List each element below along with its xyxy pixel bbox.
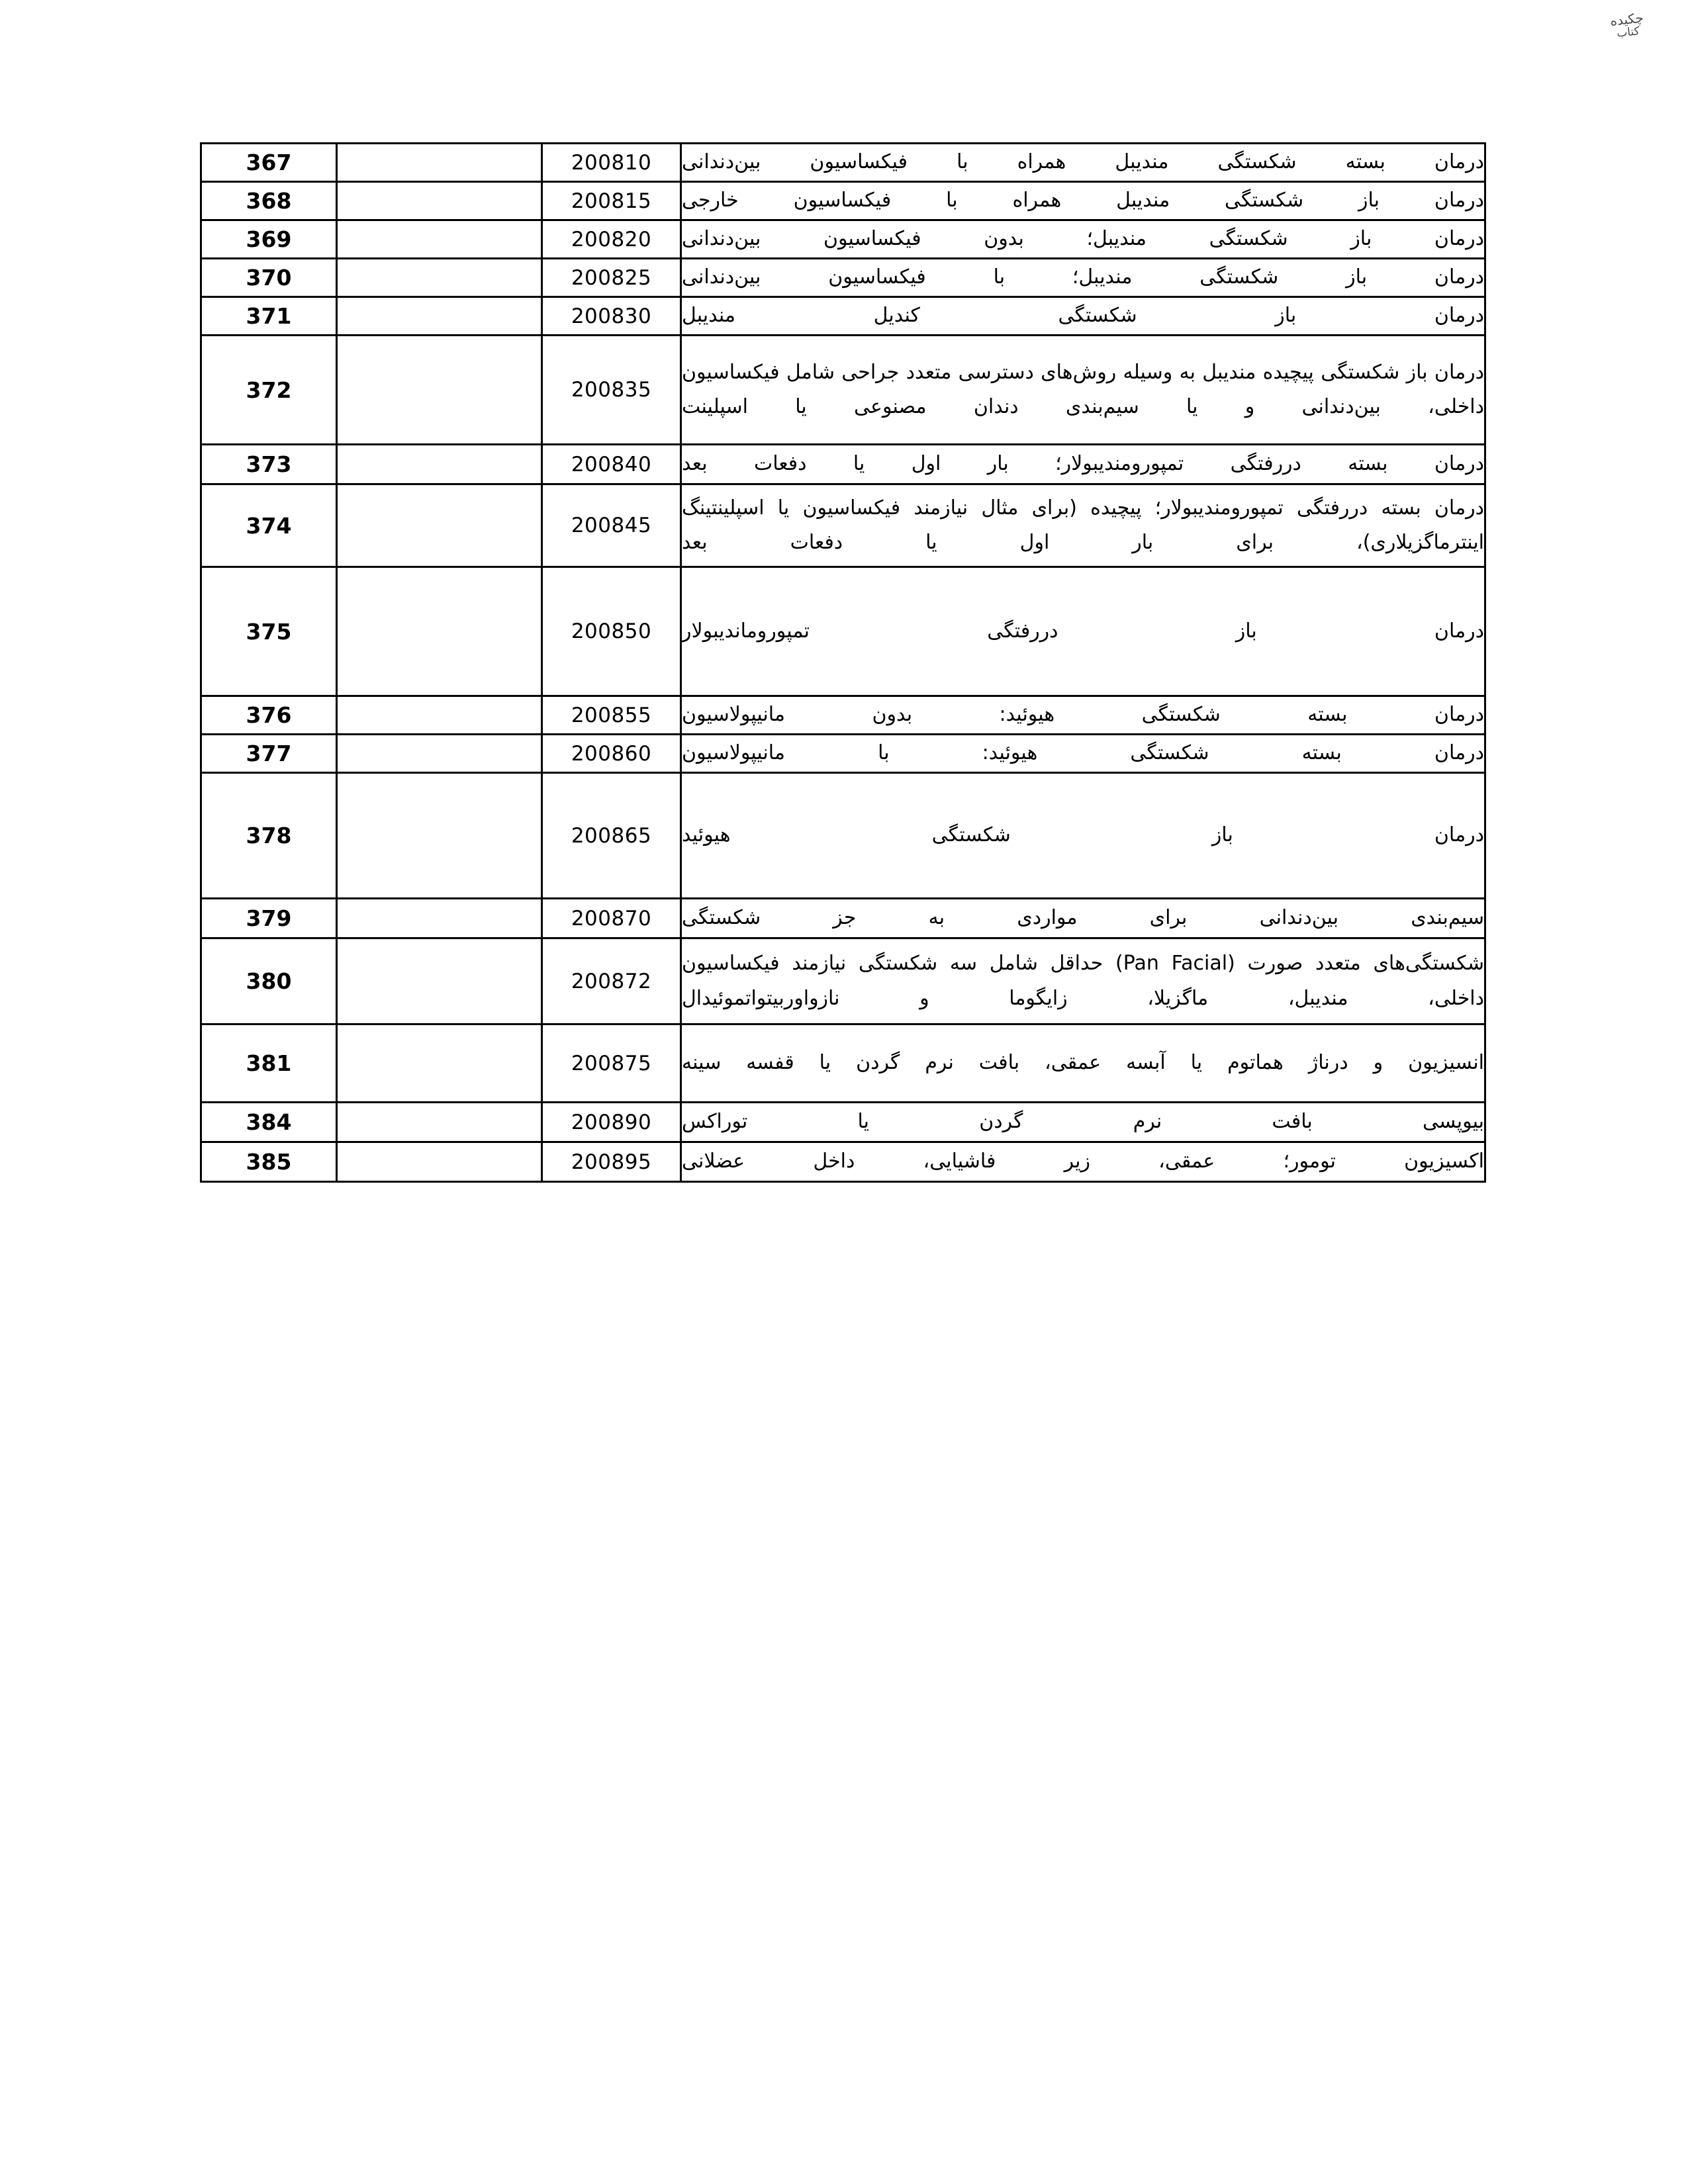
cell-blank — [337, 938, 542, 1024]
cell-blank — [337, 336, 542, 445]
cell-blank — [337, 773, 542, 899]
cell-code: 200870 — [542, 899, 681, 938]
cell-row-number: 374 — [201, 484, 337, 567]
cell-blank — [337, 484, 542, 567]
cell-blank — [337, 696, 542, 735]
cell-description: درمان باز شکستگی مندیبل؛ بدون فیکساسیون بین‌دندانی — [681, 220, 1485, 259]
cell-description: درمان بسته دررفتگی تمپورومندیبولار؛ پیچیده (برای مثال نیازمند فیکساسیون یا اسپلینتینگ اینترماگزیلاری)، برای بار اول یا دفعات بعد — [681, 484, 1485, 567]
cell-code: 200890 — [542, 1103, 681, 1142]
cell-code: 200830 — [542, 297, 681, 336]
table-row — [201, 182, 1485, 220]
cell-description: درمان باز شکستگی پیچیده مندیبل به وسیله روش‌های دسترسی متعدد جراحی شامل فیکساسیون داخلی، بین‌دندانی و یا سیم‌بندی دندان مصنوعی یا اسپلینت — [681, 336, 1485, 445]
cell-code: 200865 — [542, 773, 681, 899]
cell-description: درمان باز شکستگی مندیبل؛ با فیکساسیون بین‌دندانی — [681, 259, 1485, 297]
table-row — [201, 567, 1485, 696]
cell-blank — [337, 735, 542, 773]
cell-code: 200815 — [542, 182, 681, 220]
cell-description: درمان بسته شکستگی هیوئید: با مانیپولاسیون — [681, 735, 1485, 773]
cell-row-number: 380 — [201, 938, 337, 1024]
codes-sheet — [202, 142, 1486, 1183]
cell-row-number: 375 — [201, 567, 337, 696]
cell-row-number: 384 — [201, 1103, 337, 1142]
cell-blank — [337, 182, 542, 220]
cell-code: 200850 — [542, 567, 681, 696]
table-row — [201, 220, 1485, 259]
cell-row-number: 381 — [201, 1024, 337, 1103]
cell-code: 200810 — [542, 144, 681, 182]
cell-code: 200825 — [542, 259, 681, 297]
cell-blank — [337, 220, 542, 259]
cell-row-number: 385 — [201, 1142, 337, 1182]
cell-blank — [337, 899, 542, 938]
cell-description: درمان بسته شکستگی هیوئید: بدون مانیپولاسیون — [681, 696, 1485, 735]
cell-description: درمان باز شکستگی کندیل مندیبل — [681, 297, 1485, 336]
cell-code: 200895 — [542, 1142, 681, 1182]
cell-description: درمان باز شکستگی هیوئید — [681, 773, 1485, 899]
cell-description: شکستگی‌های متعدد صورت (Pan Facial) حداقل شامل سه شکستگی نیازمند فیکساسیون داخلی، مندیبل، ماگزیلا، زایگوما و نازواوربیتواتموئیدال — [681, 938, 1485, 1024]
table-row — [201, 773, 1485, 899]
table-row — [201, 336, 1485, 445]
cell-code: 200875 — [542, 1024, 681, 1103]
cell-row-number: 378 — [201, 773, 337, 899]
procedure-codes-table — [200, 142, 1486, 1183]
cell-row-number: 372 — [201, 336, 337, 445]
cell-blank — [337, 144, 542, 182]
cell-blank — [337, 297, 542, 336]
cell-blank — [337, 1024, 542, 1103]
cell-row-number: 377 — [201, 735, 337, 773]
page-watermark — [1587, 8, 1671, 62]
cell-code: 200855 — [542, 696, 681, 735]
cell-description: درمان بسته دررفتگی تمپورومندیبولار؛ بار اول یا دفعات بعد — [681, 445, 1485, 484]
cell-code: 200820 — [542, 220, 681, 259]
cell-row-number: 370 — [201, 259, 337, 297]
cell-code: 200872 — [542, 938, 681, 1024]
cell-row-number: 367 — [201, 144, 337, 182]
cell-blank — [337, 1103, 542, 1142]
table-row — [201, 735, 1485, 773]
cell-code: 200840 — [542, 445, 681, 484]
table-row — [201, 259, 1485, 297]
cell-row-number: 369 — [201, 220, 337, 259]
cell-row-number: 368 — [201, 182, 337, 220]
table-row — [201, 297, 1485, 336]
cell-row-number: 376 — [201, 696, 337, 735]
cell-row-number: 371 — [201, 297, 337, 336]
cell-row-number: 379 — [201, 899, 337, 938]
cell-code: 200860 — [542, 735, 681, 773]
table-row — [201, 899, 1485, 938]
cell-code: 200845 — [542, 484, 681, 567]
cell-blank — [337, 445, 542, 484]
table-row — [201, 938, 1485, 1024]
table-row — [201, 696, 1485, 735]
table-row — [201, 1024, 1485, 1103]
watermark-line-2: کتاب — [1616, 24, 1640, 40]
cell-description: انسیزیون و درناژ هماتوم یا آبسه عمقی، بافت نرم گردن یا قفسه سینه — [681, 1024, 1485, 1103]
cell-description: درمان باز دررفتگی تمپورومانديبولار — [681, 567, 1485, 696]
cell-blank — [337, 1142, 542, 1182]
cell-description: بیوپسی بافت نرم گردن یا توراکس — [681, 1103, 1485, 1142]
cell-row-number: 373 — [201, 445, 337, 484]
table-row — [201, 144, 1485, 182]
cell-code: 200835 — [542, 336, 681, 445]
table-row — [201, 1103, 1485, 1142]
cell-blank — [337, 567, 542, 696]
cell-description: درمان بسته شکستگی مندیبل همراه با فیکساسیون بین‌دندانی — [681, 144, 1485, 182]
cell-description: درمان باز شکستگی مندیبل همراه با فیکساسیون خارجی — [681, 182, 1485, 220]
table-row — [201, 484, 1485, 567]
table-row — [201, 445, 1485, 484]
cell-description: اکسیزیون تومور؛ عمقی، زیر فاشیایی، داخل عضلانی — [681, 1142, 1485, 1182]
table-row — [201, 1142, 1485, 1182]
cell-blank — [337, 259, 542, 297]
cell-description: سیم‌بندی بین‌دندانی برای مواردی به جز شکستگی — [681, 899, 1485, 938]
watermark-line-1: چکیده — [1609, 9, 1644, 29]
